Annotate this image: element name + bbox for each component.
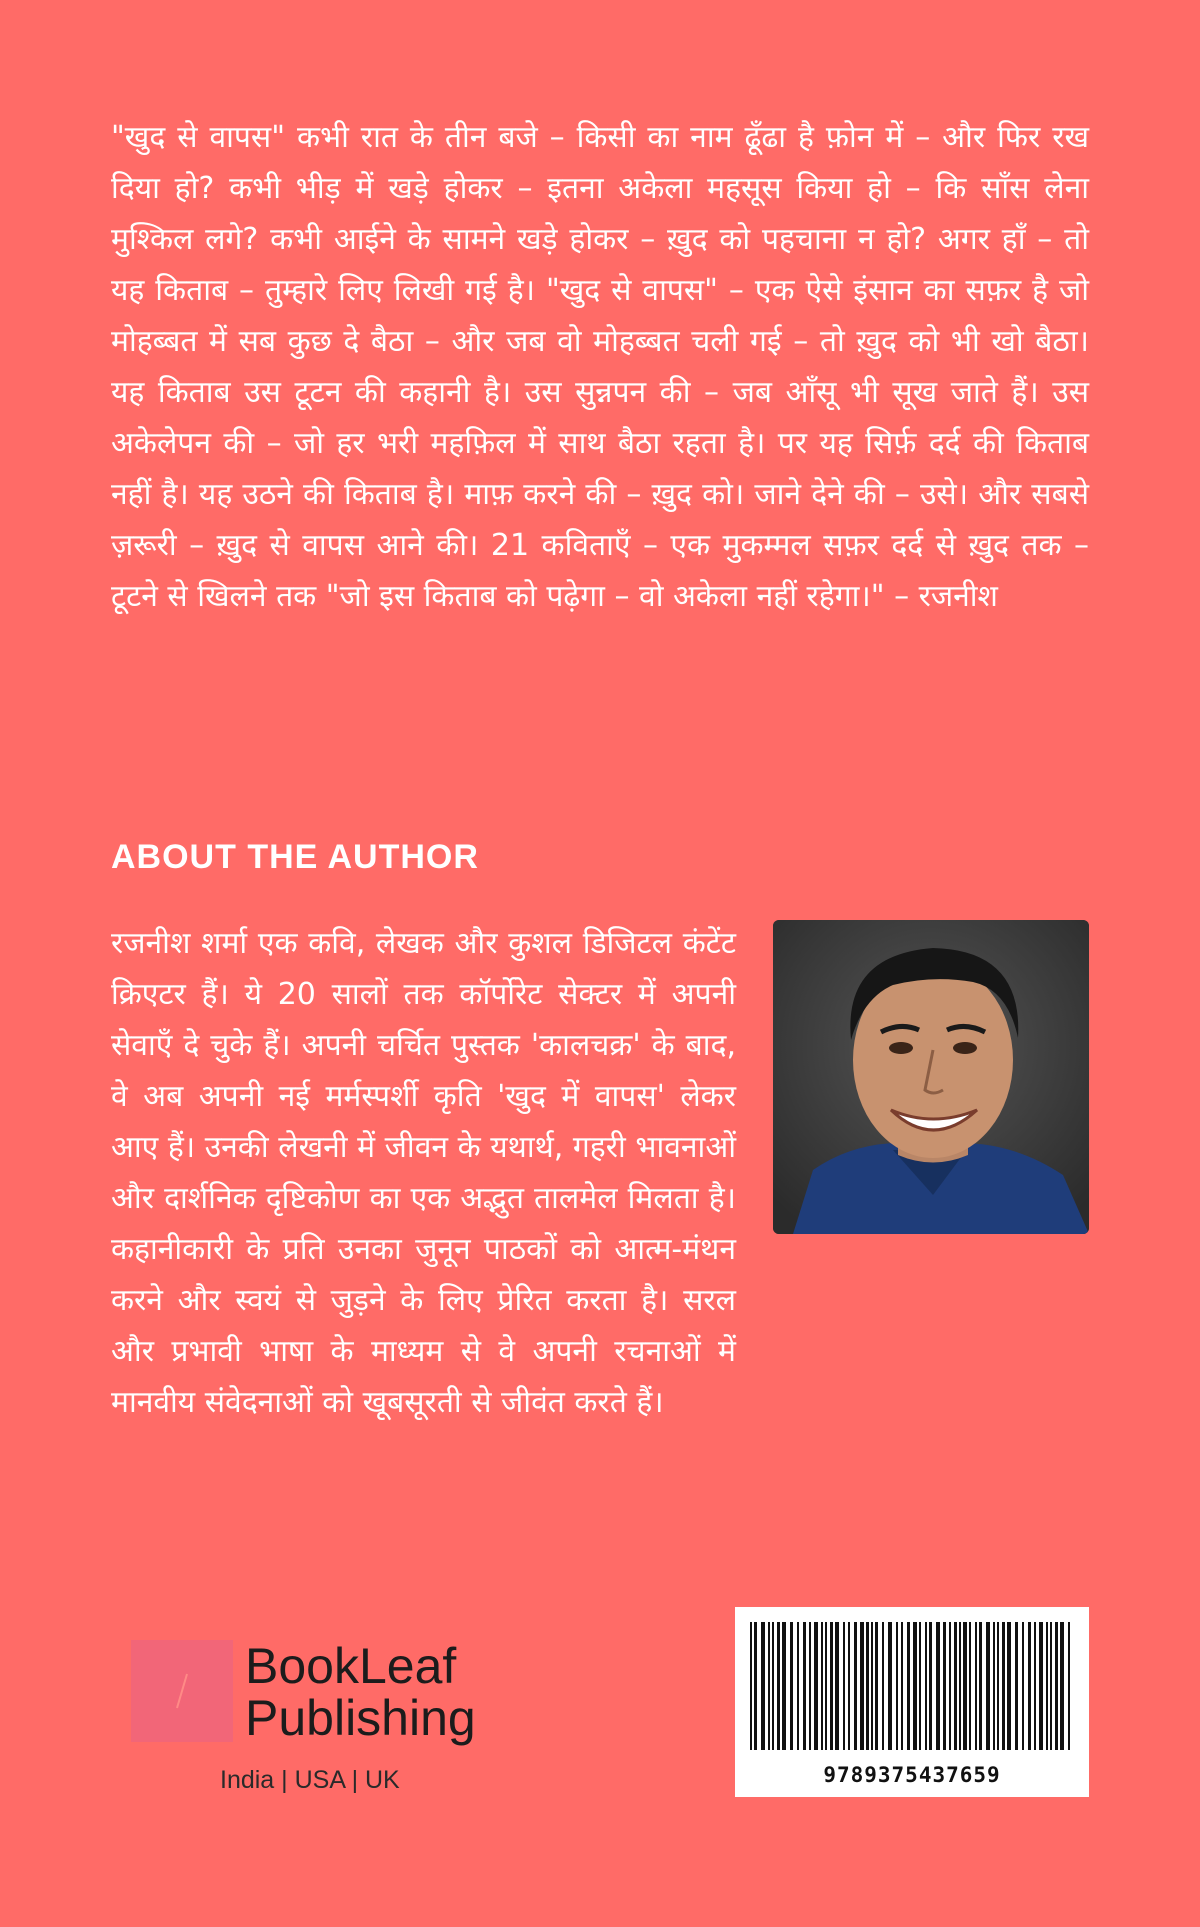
barcode-bar xyxy=(896,1622,898,1750)
barcode-bar xyxy=(854,1622,857,1750)
barcode-bar xyxy=(882,1622,884,1750)
barcode-bar xyxy=(888,1622,892,1750)
barcode-bar xyxy=(768,1622,770,1750)
barcode-bar xyxy=(871,1622,873,1750)
book-blurb: "खुद से वापस" कभी रात के तीन बजे – किसी का नाम ढूँढा है फ़ोन में – और फिर रख दिया हो? कभी भीड़ में खड़े होकर – इतना अकेला महसूस किया हो – कि साँस लेना मुश्किल लगे? कभी आईने के सामने खड़े होकर – ख़ुद को पहचाना न हो? अगर हाँ – तो यह किताब – तुम्हारे लिए लिखी गई है। "खुद से वापस" – एक ऐसे इंसान का सफ़र है जो मोहब्बत में सब कुछ दे बैठा – और जब वो मोहब्बत चली गई – तो ख़ुद को भी खो बैठा। यह किताब उस टूटन की कहानी है। उस सुन्नपन की – जब आँसू भी सूख जाते हैं। उस अकेलेपन की – जो हर भरी महफ़िल में साथ बैठा रहता है। पर यह सिर्फ़ दर्द की किताब नहीं है। यह उठने की किताब है। माफ़ करने की – ख़ुद को। जाने देने की – उसे। और सबसे ज़रूरी – ख़ुद से वापस आने की। 21 कविताएँ – एक मुकम्मल सफ़र दर्द से ख़ुद तक – टूटने से खिलने तक "जो इस किताब को पढ़ेगा – वो अकेला नहीं रहेगा।" – रजनीश xyxy=(111,120,1089,614)
barcode-bar xyxy=(809,1622,811,1750)
barcode-bar xyxy=(954,1622,957,1750)
barcode-bar xyxy=(772,1622,774,1750)
barcode-bar xyxy=(761,1622,765,1750)
leaf-logo-icon xyxy=(131,1640,233,1742)
barcode-bar xyxy=(1034,1622,1036,1750)
barcode-bar xyxy=(1028,1622,1031,1750)
barcode-bar xyxy=(821,1622,823,1750)
isbn-barcode xyxy=(735,1607,1089,1797)
barcode-bar xyxy=(1055,1622,1058,1750)
barcode-bar xyxy=(943,1622,946,1750)
barcode-bar xyxy=(1007,1622,1011,1750)
barcode-bar xyxy=(969,1622,971,1750)
barcode-bar xyxy=(1050,1622,1052,1750)
publisher-name xyxy=(245,1640,476,1744)
barcode-bar xyxy=(750,1622,752,1750)
barcode-bar xyxy=(843,1622,845,1750)
barcode-bar xyxy=(949,1622,951,1750)
about-author-heading: ABOUT THE AUTHOR xyxy=(111,838,479,876)
barcode-bar xyxy=(1015,1622,1018,1750)
barcode-bar xyxy=(777,1622,780,1750)
barcode-bar xyxy=(929,1622,932,1750)
barcode-bar xyxy=(936,1622,940,1750)
about-author-text: रजनीश शर्मा एक कवि, लेखक और कुशल डिजिटल कंटेंट क्रिएटर हैं। ये 20 सालों तक कॉर्पोरेट सेक्टर में अपनी सेवाएँ दे चुके हैं। अपनी चर्चित पुस्तक 'कालचक्र' के बाद, वे अब अपनी नई मर्मस्पर्शी कृति 'खुद में वापस' लेकर आए हैं। उनकी लेखनी में जीवन के यथार्थ, गहरी भावनाओं और दार्शनिक दृष्टिकोण का एक अद्भुत तालमेल मिलता है। कहानीकारी के प्रति उनका जुनून पाठकों को आत्म-मंथन करने और स्वयं से जुड़ने के लिए प्रेरित करता है। सरल और प्रभावी भाषा के माध्यम से वे अपनी रचनाओं में मानवीय संवेदनाओं को खूबसूरती से जीवंत करते हैं। xyxy=(111,926,736,1420)
barcode-bar xyxy=(803,1622,806,1750)
barcode-bar xyxy=(830,1622,833,1750)
barcode-bar xyxy=(963,1622,967,1750)
barcode-bar xyxy=(919,1622,921,1750)
barcode-bar xyxy=(1068,1622,1070,1750)
barcode-bar xyxy=(782,1622,786,1750)
barcode-bar xyxy=(913,1622,917,1750)
barcode-bar xyxy=(860,1622,864,1750)
isbn-number: 9789375437659 xyxy=(823,1763,1001,1787)
barcode-bar xyxy=(1002,1622,1005,1750)
barcode-bar xyxy=(814,1622,818,1750)
barcode-bar xyxy=(993,1622,995,1750)
barcode-bar xyxy=(959,1622,961,1750)
barcode-bar xyxy=(1022,1622,1024,1750)
barcode-bar xyxy=(825,1622,827,1750)
barcode-bar xyxy=(925,1622,927,1750)
barcode-bar xyxy=(1060,1622,1064,1750)
barcode-bar xyxy=(848,1622,850,1750)
author-photo xyxy=(773,920,1089,1234)
barcode-bar xyxy=(875,1622,878,1750)
publisher-name-line2: Publishing xyxy=(245,1690,476,1746)
barcode-bar xyxy=(797,1622,799,1750)
barcode-bar xyxy=(1039,1622,1043,1750)
barcode-bar xyxy=(901,1622,903,1750)
barcode-bar xyxy=(979,1622,982,1750)
barcode-bar xyxy=(997,1622,999,1750)
barcode-bar xyxy=(754,1622,757,1750)
publisher-name-line1: BookLeaf xyxy=(245,1638,457,1694)
barcode-bars xyxy=(750,1622,1074,1750)
barcode-bar xyxy=(1046,1622,1048,1750)
publisher-regions: India | USA | UK xyxy=(220,1766,400,1794)
barcode-bar xyxy=(835,1622,839,1750)
barcode-bar xyxy=(790,1622,793,1750)
barcode-bar xyxy=(975,1622,977,1750)
barcode-bar xyxy=(986,1622,990,1750)
barcode-bar xyxy=(866,1622,869,1750)
barcode-bar xyxy=(907,1622,910,1750)
